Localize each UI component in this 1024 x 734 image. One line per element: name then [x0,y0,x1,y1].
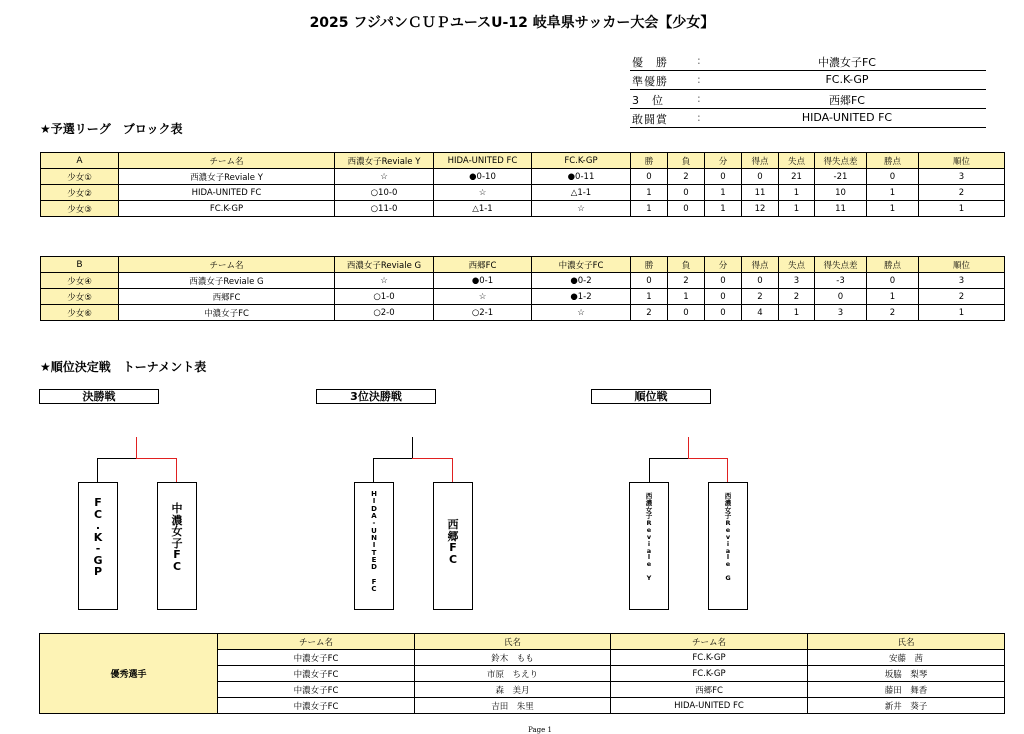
goals-against: 1 [779,185,815,201]
rank: 3 [919,273,1005,289]
col-header: チーム名 [119,257,335,273]
team-name: 西郷FC [119,289,335,305]
vertical-char: I [372,541,376,550]
mvp-player: 森 美月 [415,682,611,698]
vertical-char: 子 [724,512,732,521]
mvp-player: 新井 葵子 [808,698,1005,714]
vertical-char: 西 [724,492,732,500]
match-result: △1-1 [532,185,631,201]
vertical-char: - [95,542,101,556]
block-label: A [41,153,119,169]
row-label: 少女④ [41,273,119,289]
table-header-row [40,634,1005,650]
match-result: ○2-1 [434,305,532,321]
vertical-char: v [725,532,731,541]
vertical-char: U [371,526,377,535]
vertical-char: 女 [171,525,183,539]
vertical-char: l [726,553,730,562]
bracket-winner-line [452,458,453,482]
col-header: FC.K-GP [532,153,631,169]
mvp-player: 吉田 朱里 [415,698,611,714]
match-result: ○1-0 [335,289,434,305]
vertical-char: 濃 [171,513,183,527]
wins: 0 [631,169,668,185]
goals-against: 1 [779,305,815,321]
vertical-char: 女 [724,505,732,514]
team-name: 西濃女子Reviale Y [119,169,335,185]
vertical-char: G [93,553,103,567]
vertical-char: 郷 [447,529,459,543]
bracket-line [373,458,412,459]
col-header: 勝点 [867,153,919,169]
bracket-label: 3位決勝戦 [316,389,436,404]
vertical-char: T [371,548,377,557]
result-row [630,90,986,109]
col-header: 勝点 [867,257,919,273]
table-header-row [41,153,1005,169]
bracket-winner-line [727,458,728,482]
team-name-vertical [709,493,747,582]
result-row [630,109,986,128]
bracket-winner-line [688,458,728,459]
table-row [41,201,1005,217]
match-result: ●0-2 [532,273,631,289]
vertical-char: 濃 [645,498,653,507]
match-result: ☆ [434,289,532,305]
match-result: ☆ [434,185,532,201]
team-name: HIDA-UNITED FC [119,185,335,201]
wins: 1 [631,185,668,201]
losses: 0 [668,305,705,321]
goals-for: 0 [742,273,779,289]
bracket-team-left [629,482,669,610]
goals-for: 11 [742,185,779,201]
vertical-char: K [93,530,103,544]
vertical-char: Y [646,573,652,582]
vertical-char: C [172,559,182,573]
vertical-char: N [371,534,377,543]
col-header: チーム名 [119,153,335,169]
mvp-label: 優秀選手 [40,634,218,714]
goals-for: 0 [742,169,779,185]
bracket-line [97,458,136,459]
result-label: 優 勝 [632,56,668,69]
table-row [41,185,1005,201]
goal-diff: 11 [815,201,867,217]
result-value: HIDA-UNITED FC [801,111,893,124]
team-name-vertical [355,491,393,594]
col-header: 勝 [631,153,668,169]
col-header: 分 [705,257,742,273]
match-result: ●0-10 [434,169,532,185]
rank: 1 [919,305,1005,321]
league-section-title: ★予選リーグ ブロック表 [40,122,183,136]
table-header-row [41,257,1005,273]
col-header: 分 [705,153,742,169]
vertical-char: H [371,490,377,498]
mvp-team: 西郷FC [611,682,808,698]
result-colon: : [697,54,701,67]
page-title: 2025 フジパンＣＵＰユースU-12 岐阜県サッカー大会【少女】 [309,15,715,31]
results-box [630,52,986,128]
vertical-char: A [371,512,377,521]
result-row [630,71,986,90]
result-label: 敢闘賞 [632,113,668,126]
bracket-winner-line [176,458,177,482]
goals-for: 12 [742,201,779,217]
vertical-char: 子 [645,512,653,521]
result-value: FC.K-GP [825,73,869,86]
wins: 2 [631,305,668,321]
col-header: 失点 [779,153,815,169]
mvp-team: HIDA-UNITED FC [611,698,808,714]
team-name: FC.K-GP [119,201,335,217]
losses: 2 [668,169,705,185]
draws: 1 [705,185,742,201]
vertical-char: i [726,539,730,548]
points: 1 [867,185,919,201]
result-row [630,52,986,71]
losses: 2 [668,273,705,289]
match-result: ☆ [335,169,434,185]
vertical-char: 女 [645,505,653,514]
row-label: 少女⑤ [41,289,119,305]
vertical-char: 西 [447,518,459,531]
vertical-char: a [725,546,731,555]
result-value: 西郷FC [828,94,865,107]
row-label: 少女③ [41,201,119,217]
goals-for: 4 [742,305,779,321]
bracket-stem [136,437,137,459]
vertical-char: F [173,548,181,562]
table-row [41,289,1005,305]
col-header: 負 [668,153,705,169]
vertical-char: i [647,539,651,548]
team-name-vertical [158,503,196,572]
goals-against: 21 [779,169,815,185]
goal-diff: 0 [815,289,867,305]
wins: 1 [631,289,668,305]
mvp-player: 安藤 茜 [808,650,1005,666]
vertical-char: R [646,519,652,528]
result-label: 3 位 [632,94,664,107]
table-row [41,305,1005,321]
goal-diff: 10 [815,185,867,201]
result-label: 準優勝 [632,75,668,88]
draws: 0 [705,169,742,185]
vertical-char: e [725,526,731,535]
goals-for: 2 [742,289,779,305]
bracket-stem [688,437,689,459]
mvp-player: 鈴木 もも [415,650,611,666]
match-result: △1-1 [434,201,532,217]
mvp-team: FC.K-GP [611,650,808,666]
team-name: 西濃女子Reviale G [119,273,335,289]
match-result: ○11-0 [335,201,434,217]
col-header: 氏名 [415,634,611,650]
vertical-char: F [371,578,377,587]
vertical-char: 子 [171,536,183,550]
col-header: 西濃女子Reviale G [335,257,434,273]
bracket-team-right [433,482,473,610]
bracket-label: 決勝戦 [39,389,159,404]
mvp-team: 中濃女子FC [218,682,415,698]
vertical-char: a [646,546,652,555]
col-header: 中濃女子FC [532,257,631,273]
match-result: ●1-2 [532,289,631,305]
col-header: 氏名 [808,634,1005,650]
goals-against: 3 [779,273,815,289]
vertical-char: - [372,519,376,528]
wins: 1 [631,201,668,217]
result-colon: : [697,111,701,124]
mvp-table [39,633,1005,714]
result-colon: : [697,92,701,105]
team-name-vertical [434,519,472,565]
mvp-player: 坂脇 梨琴 [808,666,1005,682]
bracket-line [649,458,688,459]
vertical-char: 濃 [724,498,732,507]
vertical-char: 中 [171,502,183,515]
vertical-char: 西 [645,492,653,500]
col-header: チーム名 [611,634,808,650]
vertical-char: C [371,585,377,594]
mvp-team: 中濃女子FC [218,698,415,714]
tournament-section-title: ★順位決定戦 トーナメント表 [40,360,207,374]
match-result: ●0-1 [434,273,532,289]
table-row [41,169,1005,185]
vertical-char: G [725,573,731,582]
points: 1 [867,201,919,217]
vertical-char: F [94,496,102,509]
col-header: 西郷FC [434,257,532,273]
match-result: ○10-0 [335,185,434,201]
draws: 0 [705,289,742,305]
draws: 1 [705,201,742,217]
result-value: 中濃女子FC [817,56,876,69]
bracket-team-left [354,482,394,610]
block-a-table [40,152,1005,217]
rank: 3 [919,169,1005,185]
vertical-char: R [725,519,731,528]
losses: 0 [668,201,705,217]
col-header: 得失点差 [815,153,867,169]
block-b-table [40,256,1005,321]
team-name-vertical [79,497,117,578]
rank: 2 [919,185,1005,201]
match-result: ☆ [532,305,631,321]
vertical-char: e [646,560,652,569]
vertical-char: e [725,560,731,569]
vertical-char: l [647,553,651,562]
points: 2 [867,305,919,321]
col-header: 順位 [919,257,1005,273]
vertical-char: e [646,526,652,535]
col-header: 順位 [919,153,1005,169]
goals-against: 2 [779,289,815,305]
vertical-char: C [448,552,458,566]
row-label: 少女⑥ [41,305,119,321]
losses: 0 [668,185,705,201]
wins: 0 [631,273,668,289]
col-header: 勝 [631,257,668,273]
mvp-team: FC.K-GP [611,666,808,682]
vertical-char: . [95,519,101,533]
vertical-char: I [372,497,376,506]
table-row [41,273,1005,289]
match-result: ☆ [532,201,631,217]
team-name: 中濃女子FC [119,305,335,321]
vertical-char: E [371,556,377,565]
vertical-char: P [93,565,103,579]
rank: 1 [919,201,1005,217]
col-header: 得失点差 [815,257,867,273]
bracket-team-left [78,482,118,610]
rank: 2 [919,289,1005,305]
bracket-label: 順位戦 [591,389,711,404]
goals-against: 1 [779,201,815,217]
bracket-line [97,458,98,482]
draws: 0 [705,273,742,289]
mvp-player: 市原 ちえり [415,666,611,682]
bracket-line [649,458,650,482]
row-label: 少女① [41,169,119,185]
points: 1 [867,289,919,305]
col-header: チーム名 [218,634,415,650]
vertical-char: v [646,532,652,541]
vertical-char: F [449,541,457,555]
mvp-team: 中濃女子FC [218,650,415,666]
row-label: 少女② [41,185,119,201]
col-header: 負 [668,257,705,273]
bracket-winner-line [412,458,453,459]
goal-diff: -21 [815,169,867,185]
points: 0 [867,169,919,185]
team-name-vertical [630,493,668,582]
col-header: 失点 [779,257,815,273]
match-result: ●0-11 [532,169,631,185]
match-result: ○2-0 [335,305,434,321]
points: 0 [867,273,919,289]
col-header: 得点 [742,153,779,169]
vertical-char: D [371,504,377,513]
draws: 0 [705,305,742,321]
goal-diff: -3 [815,273,867,289]
mvp-player: 藤田 舞香 [808,682,1005,698]
page-footer: Page 1 [528,726,552,734]
match-result: ☆ [335,273,434,289]
bracket-team-right [157,482,197,610]
col-header: 西濃女子Reviale Y [335,153,434,169]
bracket-winner-line [136,458,177,459]
block-label: B [41,257,119,273]
goal-diff: 3 [815,305,867,321]
bracket-line [373,458,374,482]
losses: 1 [668,289,705,305]
vertical-char: C [93,507,103,521]
col-header: HIDA-UNITED FC [434,153,532,169]
bracket-team-right [708,482,748,610]
mvp-team: 中濃女子FC [218,666,415,682]
result-colon: : [697,73,701,86]
col-header: 得点 [742,257,779,273]
vertical-char: D [371,563,377,572]
bracket-stem [412,437,413,459]
